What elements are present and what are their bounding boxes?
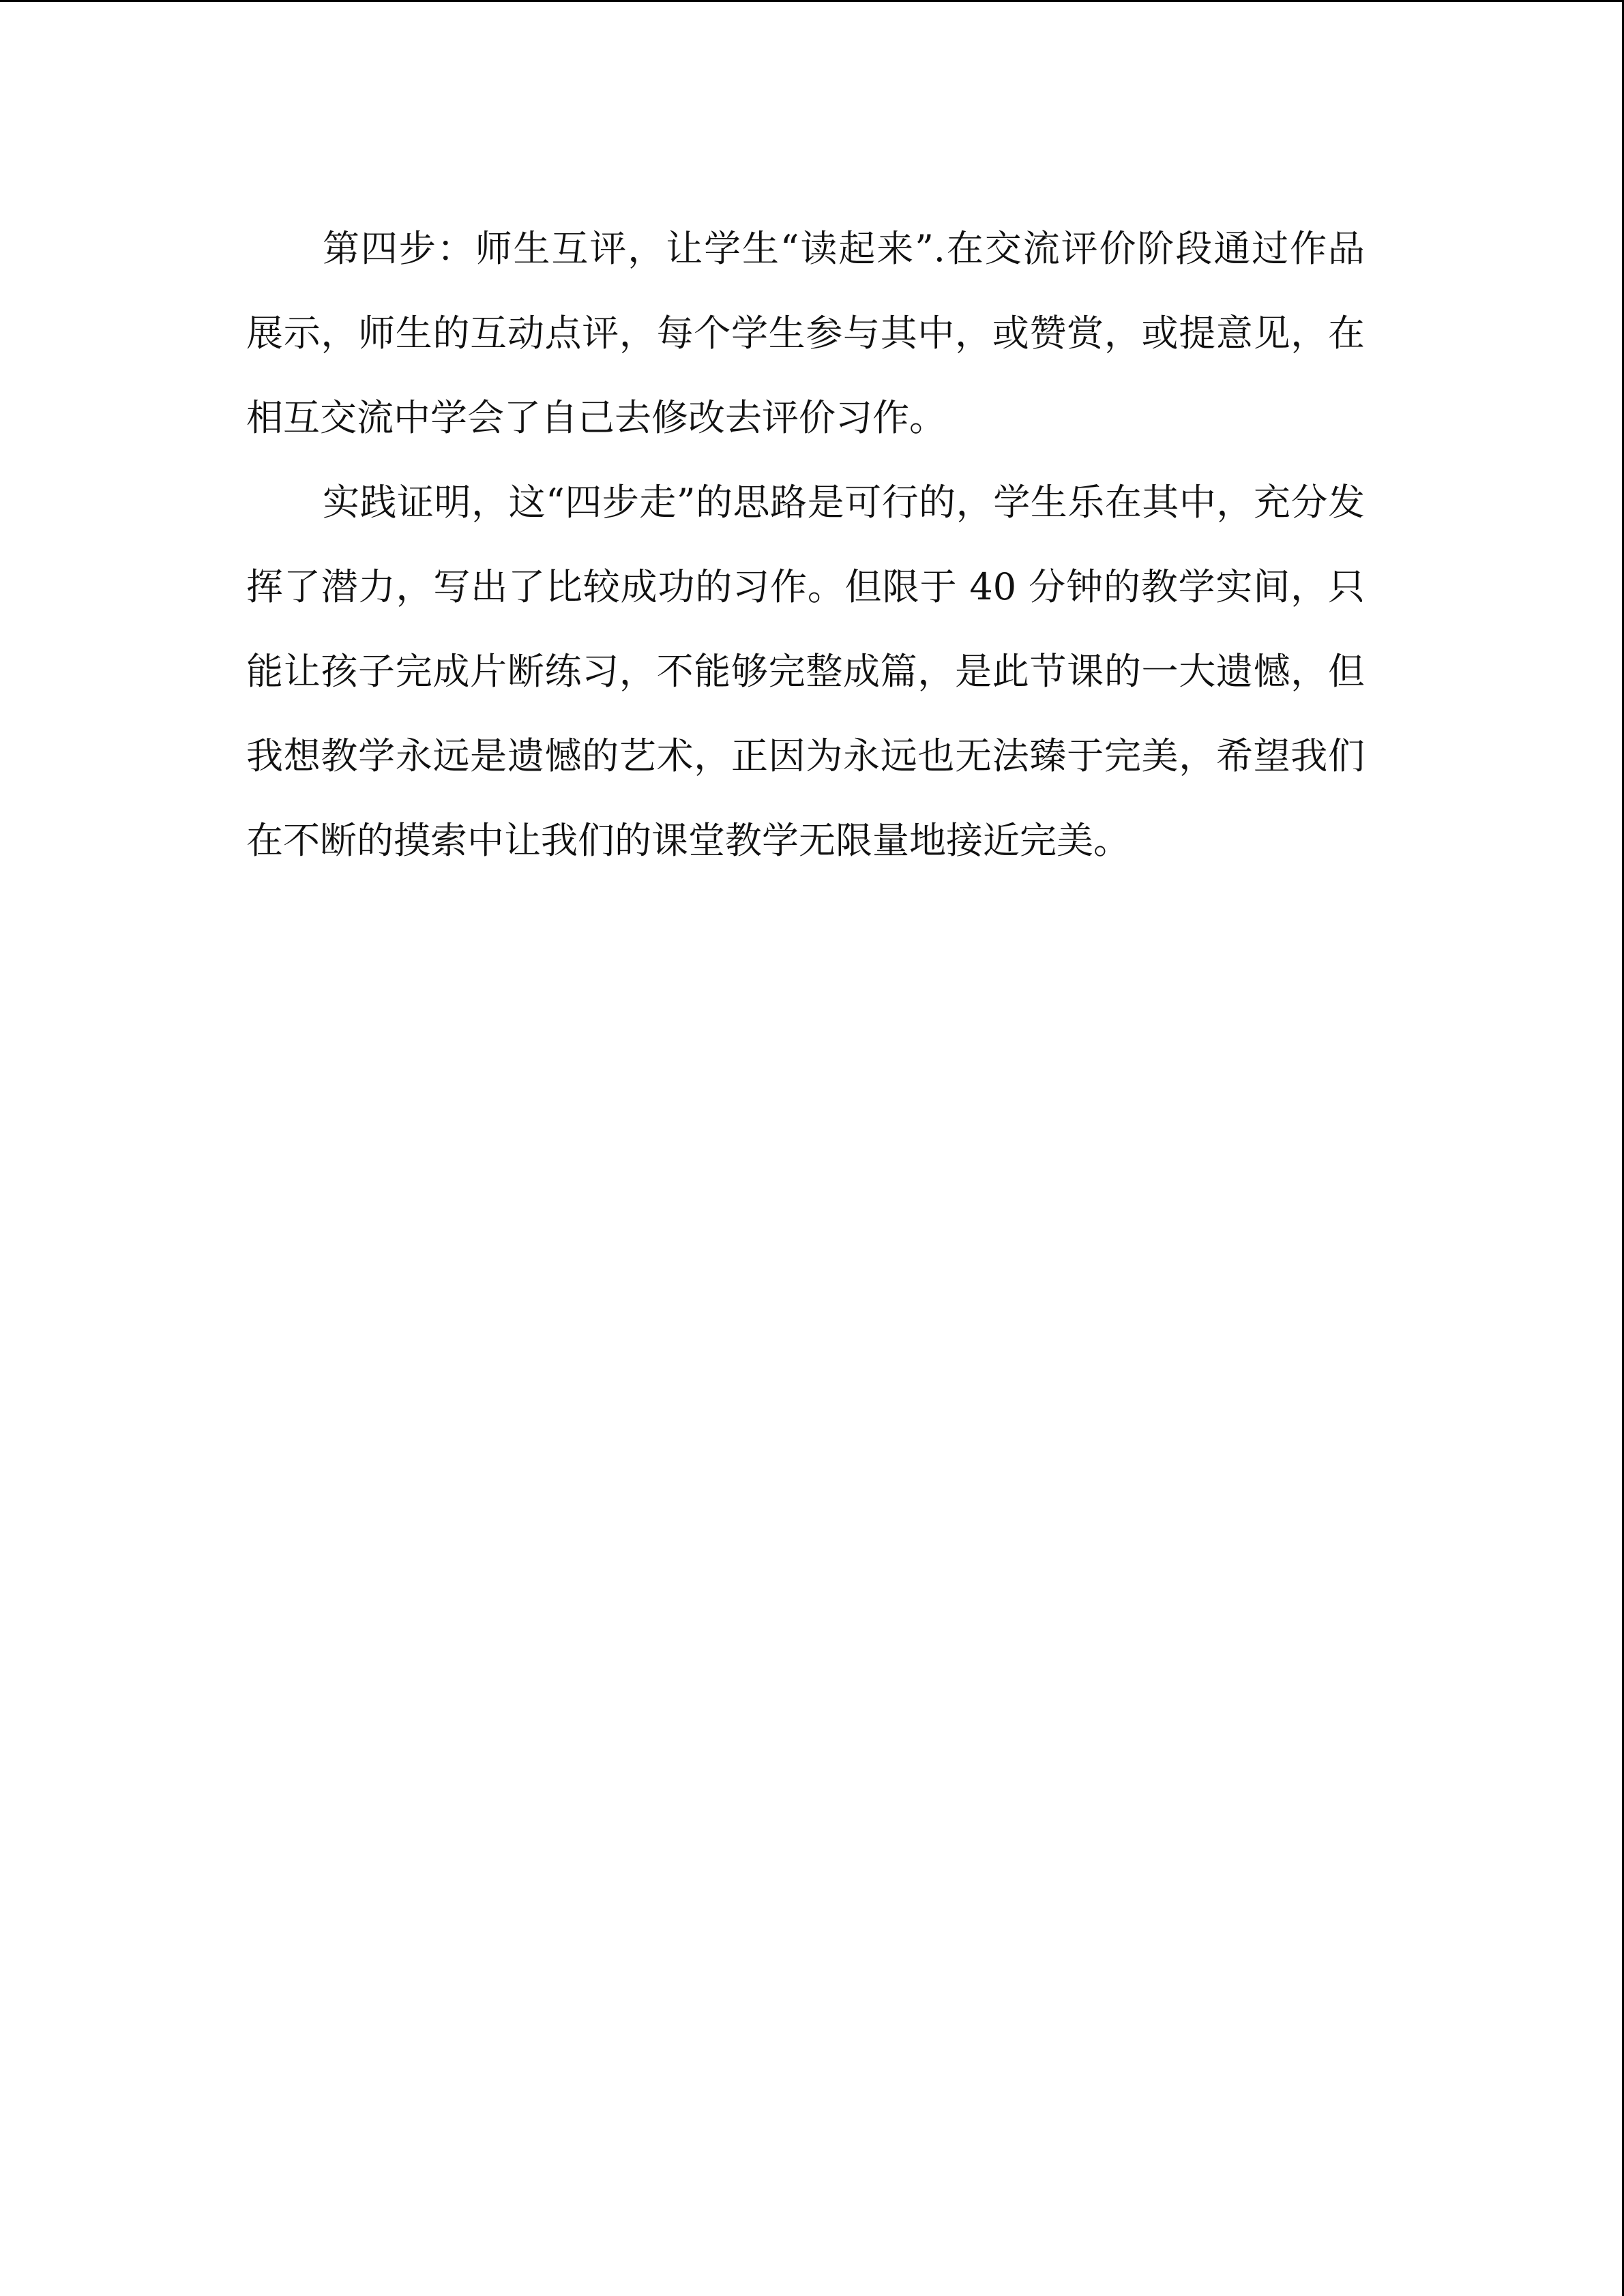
paragraph-conclusion: 实践证明，这“四步走”的思路是可行的，学生乐在其中，充分发挥了潜力，写出了比较成功的习作。但限于 40 分钟的教学实间，只能让孩子完成片断练习，不能够完整成篇，是此节课的一大遗憾，但我想教学永远是遗憾的艺术，正因为永远也无法臻于完美，希望我们在不断的摸索中让我们的课堂教学无限量地接近完美。	[246, 481, 1365, 862]
paragraph-peer-review: 第四步：师生互评，让学生“读起来”.在交流评价阶段通过作品展示，师生的互动点评，每个学生参与其中，或赞赏，或提意见，在相互交流中学会了自己去修改去评价习作。	[246, 227, 1365, 439]
document-body	[246, 207, 1365, 883]
